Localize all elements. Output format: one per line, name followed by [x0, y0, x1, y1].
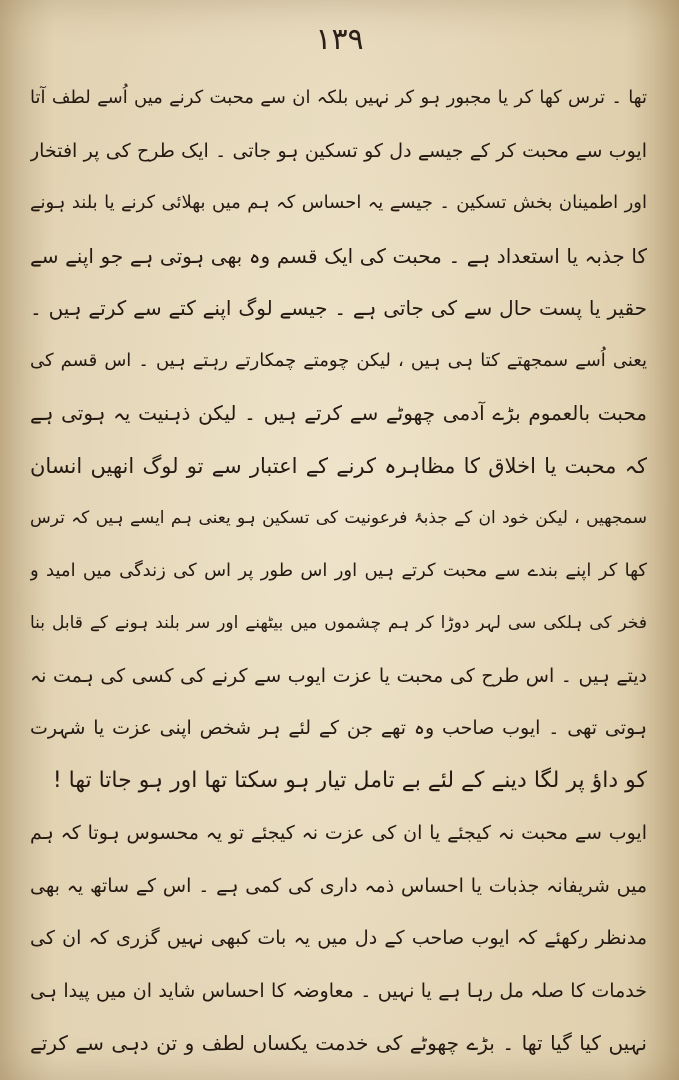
page-number: ۱۳۹ [315, 22, 364, 57]
text-line: تھا ۔ ترس کھا کر یا مجبور ہو کر نہیں بلکہ ان سے محبت کرنے میں اُسے لطف آتا [30, 87, 647, 108]
text-line: کو داؤ پر لگا دینے کے لئے بے تامل تیار ہو سکتا تھا اور ہو جاتا تھا ! [52, 767, 647, 793]
text-line: اور اطمینان بخش تسکین ۔ جیسے یہ احساس کہ ہم میں بھلائی کرنے یا بلند ہونے [30, 192, 647, 213]
text-line: کھا کر اپنے بندے سے محبت کرتے ہیں اور اس طور پر اس کی زندگی میں امید و [30, 559, 647, 581]
text-line: کا جذبہ یا استعداد ہے ۔ محبت کی ایک قسم وہ بھی ہوتی ہے جو اپنے سے [30, 243, 647, 268]
text-line: خدمات کا صلہ مل رہا ہے یا نہیں ۔ معاوضہ کا احساس شاید ان میں پیدا ہی [30, 979, 647, 1002]
text-line: سمجھیں ، لیکن خود ان کے جذبۂ فرعونیت کی تسکین ہو یعنی ہم ایسے ہیں کہ ترس [30, 508, 647, 528]
text-line: کہ محبت یا اخلاق کا مظاہرہ کرنے کے اعتبار سے تو لوگ انھیں انسان [30, 453, 647, 478]
text-line: فخر کی ہلکی سی لہر دوڑا کر ہم چشموں میں بیٹھنے اور سر بلند ہونے کے قابل بنا [30, 613, 647, 633]
text-line: ایوب سے محبت نہ کیجئے یا ان کی عزت نہ کیجئے تو یہ محسوس ہوتا کہ ہم [30, 822, 647, 844]
text-line: دیتے ہیں ۔ اس طرح کی محبت یا عزت ایوب سے کرنے کی کسی کی ہمت نہ [30, 664, 647, 687]
text-line: نہیں کیا گیا تھا ۔ بڑے چھوٹے کی خدمت یکساں لطف و تن دہی سے کرتے [30, 1031, 647, 1055]
text-line: محبت بالعموم بڑے آدمی چھوٹے سے کرتے ہیں ۔ لیکن ذہنیت یہ ہوتی ہے [30, 401, 647, 425]
text-line: ایوب سے محبت کر کے جیسے دل کو تسکین ہو جاتی ۔ ایک طرح کی پر افتخار [30, 139, 647, 162]
body-text [30, 72, 647, 1070]
text-line: حقیر یا پست حال سے کی جاتی ہے ۔ جیسے لوگ اپنے کتے سے کرتے ہیں ۔ [30, 296, 647, 320]
text-line: ہوتی تھی ۔ ایوب صاحب وہ تھے جن کے لئے ہر شخص اپنی عزت یا شہرت [30, 717, 647, 739]
text-line: مدنظر رکھئے کہ ایوب صاحب کے دل میں یہ بات کبھی نہیں گزری کہ ان کی [30, 927, 647, 949]
text-line: یعنی اُسے سمجھتے کتا ہی ہیں ، لیکن چومتے چمکارتے رہتے ہیں ۔ اس قسم کی [30, 349, 647, 371]
text-line: میں شریفانہ جذبات یا احساس ذمہ داری کی کمی ہے ۔ اس کے ساتھ یہ بھی [30, 874, 647, 897]
